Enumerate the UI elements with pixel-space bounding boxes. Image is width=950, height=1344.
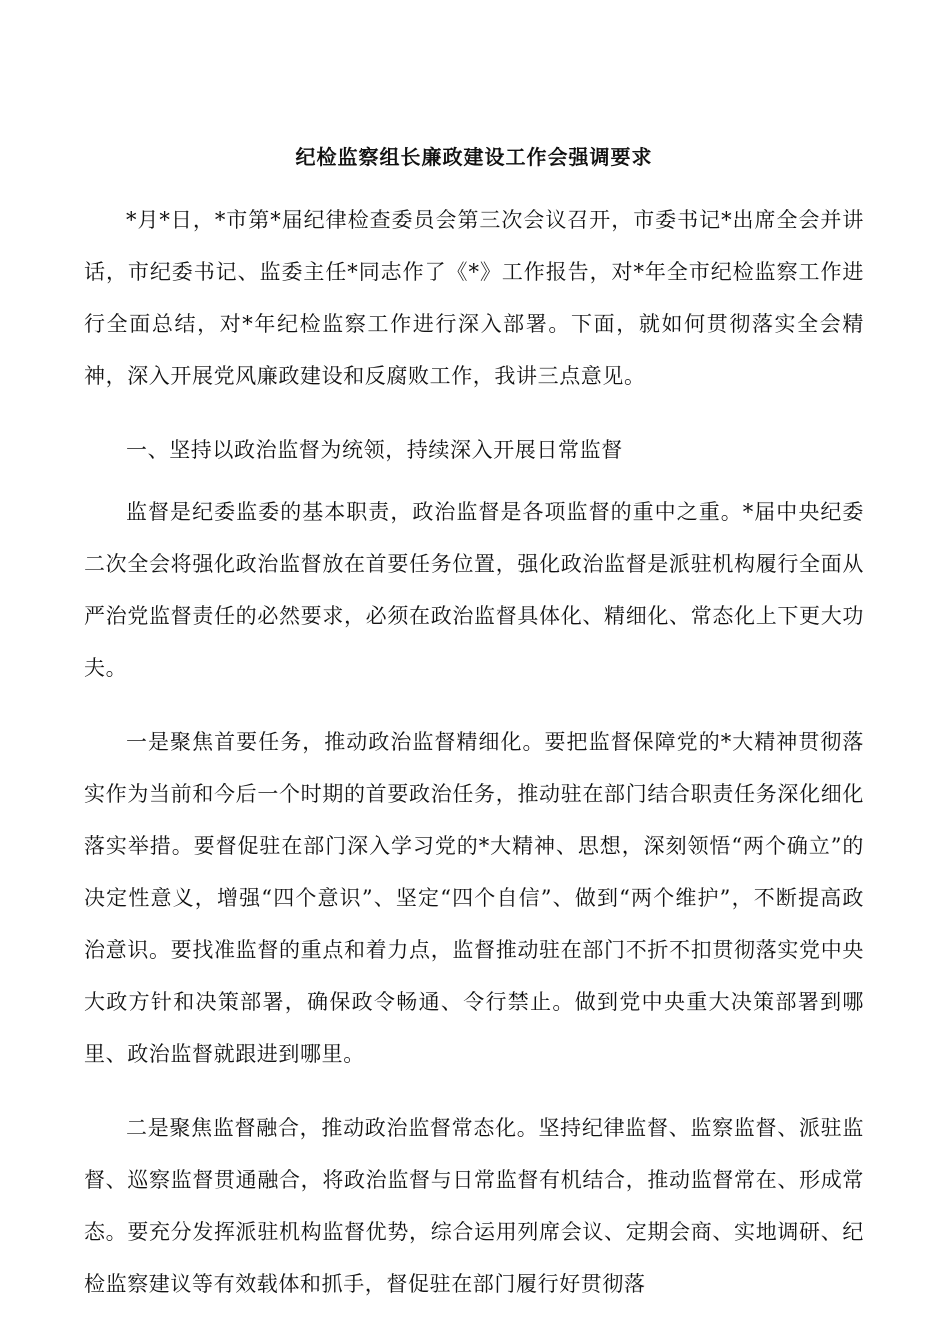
document-body [84,140,864,1332]
paragraph-supervision-duty: 监督是纪委监委的基本职责，政治监督是各项监督的重中之重。*届中央纪委二次全会将强化政治监督放在首要任务位置，强化政治监督是派驻机构履行全面从严治党监督责任的必然要求，必须在政治监督具体化、精细化、常态化上下更大功夫。 [84,500,864,680]
paragraph-point-one: 一是聚焦首要任务，推动政治监督精细化。要把监督保障党的*大精神贯彻落实作为当前和今后一个时期的首要政治任务，推动驻在部门结合职责任务深化细化落实举措。要督促驻在部门深入学习党的*大精神、思想，深刻领悟“两个确立”的决定性意义，增强“四个意识”、坚定“四个自信”、做到“两个维护”，不断提高政治意识。要找准监督的重点和着力点，监督推动驻在部门不折不扣贯彻落实党中央大政方针和决策部署，确保政令畅通、令行禁止。做到党中央重大决策部署到哪里、政治监督就跟进到哪里。 [84,730,864,1066]
document-title: 纪检监察组长廉政建设工作会强调要求 [295,145,653,169]
section-heading-1: 一、坚持以政治监督为统领，持续深入开展日常监督 [126,438,623,462]
paragraph-point-two: 二是聚焦监督融合，推动政治监督常态化。坚持纪律监督、监察监督、派驻监督、巡察监督贯通融合，将政治监督与日常监督有机结合，推动监督常在、形成常态。要充分发挥派驻机构监督优势，综合运用列席会议、定期会商、实地调研、纪检监察建议等有效载体和抓手，督促驻在部门履行好贯彻落 [84,1116,864,1296]
paragraph-intro: *月*日，*市第*届纪律检查委员会第三次会议召开，市委书记*出席全会并讲话，市纪委书记、监委主任*同志作了《*》工作报告，对*年全市纪检监察工作进行全面总结，对*年纪检监察工作进行深入部署。下面，就如何贯彻落实全会精神，深入开展党风廉政建设和反腐败工作，我讲三点意见。 [84,208,864,388]
